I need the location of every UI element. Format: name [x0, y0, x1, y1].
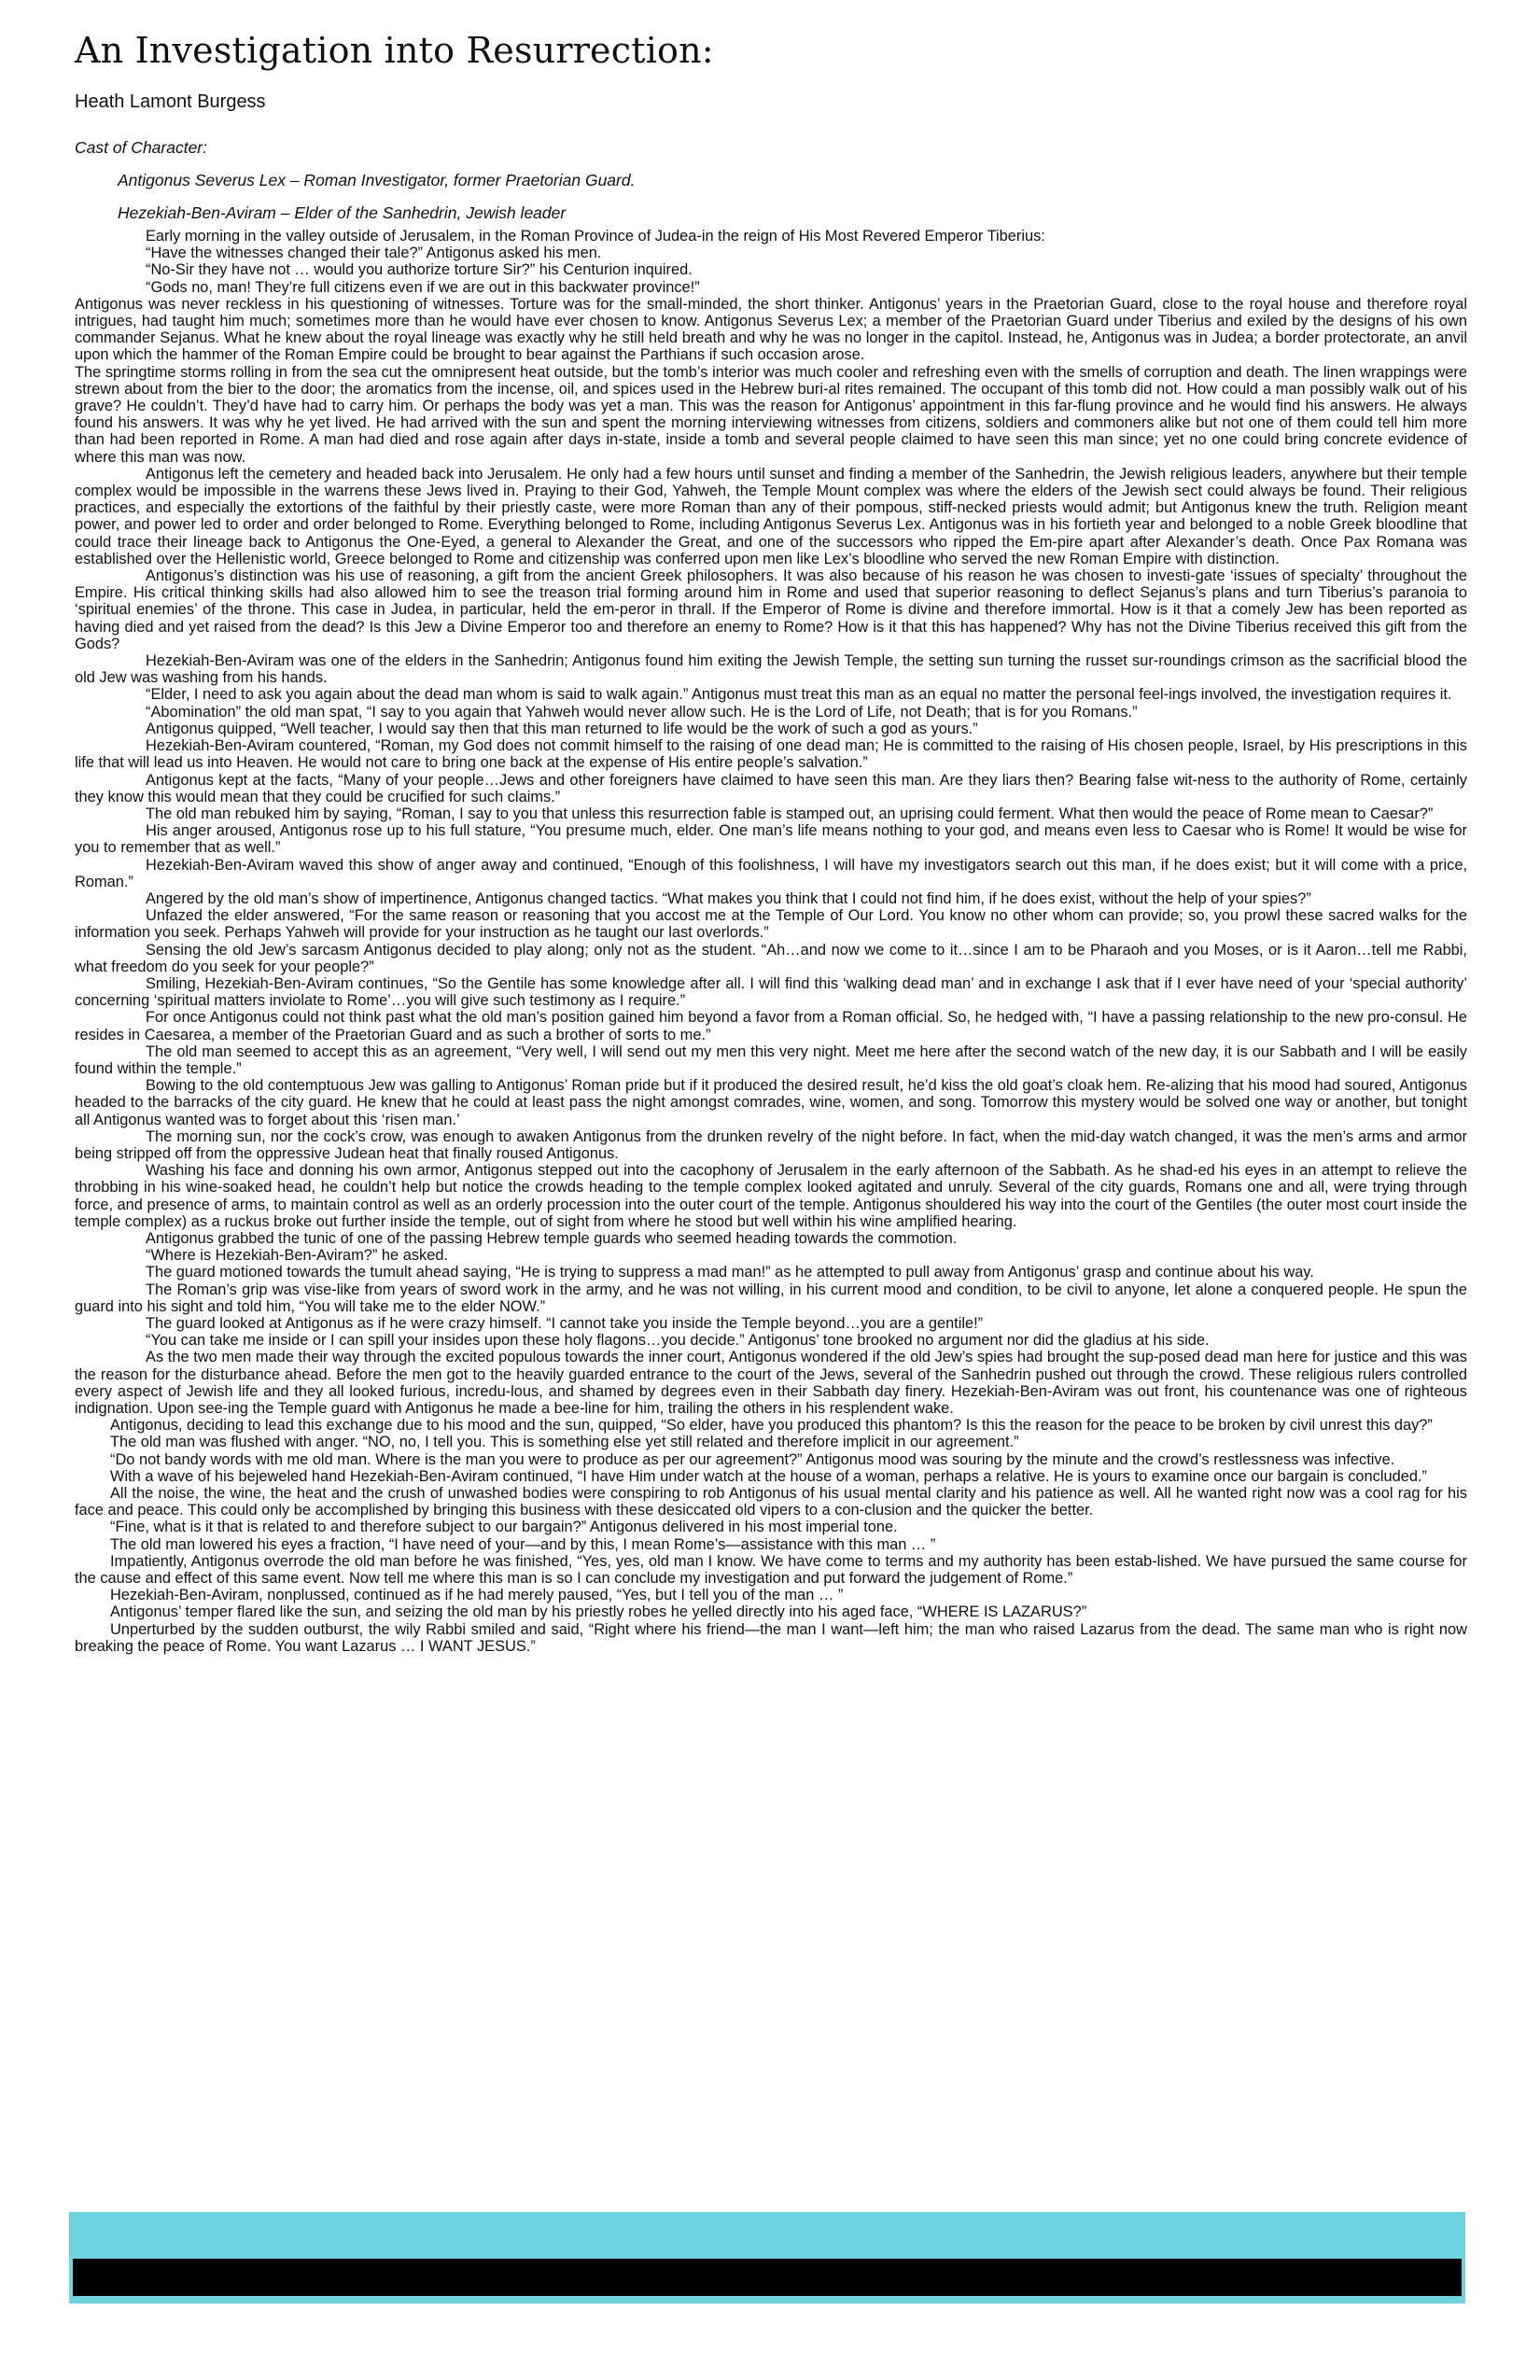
story-paragraph: Antigonus was never reckless in his questioning of witnesses. Torture was for the small-minded, the short thinker. Antigonus’ years in the Praetorian Guard, close to the royal house and therefore royal intrigues, had taught him much; sometimes more than he would have ever chosen to know. Antigonus Severus Lex; a member of the Praetorian Guard under Tiberius and exiled by the designs of his own commander Sejanus. What he knew about the royal lineage was exactly why he still held breath and why he was no longer in the capitol. Instead, he, Antigonus was in Judea; a border protectorate, an anvil upon which the hammer of the Roman Empire could be brought to bear against the Parthians if such occasion arose. — [75, 295, 1467, 364]
story-paragraph: The old man was flushed with anger. “NO, no, I tell you. This is something else yet still related and therefore implicit in our agreement.” — [110, 1434, 1019, 1451]
story-paragraph: “Do not bandy words with me old man. Where is the man you were to produce as per our agreement?” Antigonus mood was souring by the minute and the crowd’s restlessness was infective. — [110, 1450, 1395, 1468]
story-paragraph: Antigonus quipped, “Well teacher, I would say then that this man returned to life would be the work of such a god as yours.” — [146, 720, 978, 737]
story-paragraph: “Have the witnesses changed their tale?” Antigonus asked his men. — [146, 245, 602, 262]
story-paragraph: “Abomination” the old man spat, “I say to you again that Yahweh would never allow such. He is the Lord of Life, not Death; that is for you Romans.” — [146, 703, 1138, 721]
story-paragraph: Antigonus grabbed the tunic of one of the passing Hebrew temple guards who seemed heading towards the commotion. — [146, 1229, 958, 1247]
story-paragraph: Impatiently, Antigonus overrode the old man before he was finished, “Yes, yes, old man I know. We have come to terms and my authority has been estab-lished. We have pursued the same course for the cause and effect of this same event. Now tell me where this man is so I can conclude my investigation and put forward the judgement of Rome.” — [75, 1552, 1467, 1588]
footer-left-edge — [69, 2259, 73, 2303]
document-title: An Investigation into Resurrection: — [75, 30, 714, 71]
story-paragraph: All the noise, the wine, the heat and the crush of unwashed bodies were conspiring to rob Antigonus of his usual mental clarity and his patience as well. All he wanted right now was a cool rag for his face and peace. This could only be accomplished by bringing this business with these desiccated old vipers to a con-clusion and the quicker the better. — [75, 1485, 1467, 1519]
story-paragraph: “You can take me inside or I can spill your insides upon these holy flagons…you decide.” Antigonus’ tone brooked no argument nor did the gladius at his side. — [146, 1332, 1210, 1350]
footer-right-edge — [1462, 2259, 1465, 2303]
cast-item: Antigonus Severus Lex – Roman Investigator, former Praetorian Guard. — [118, 171, 636, 189]
story-paragraph: The morning sun, nor the cock’s crow, was enough to awaken Antigonus from the drunken revelry of the night before. In fact, when the mid-day watch changed, it was the men’s arms and armor being stripped off from the oppressive Judean heat that finally roused Antigonus. — [75, 1127, 1467, 1162]
story-paragraph: Antigonus kept at the facts, “Many of your people…Jews and other foreigners have claimed to have seen this man. Are they liars then? Bearing false wit-ness to the authority of Rome, certainly they know this would mean that they could be crucified for such claims.” — [75, 771, 1467, 805]
footer-cyan-band — [69, 2212, 1465, 2259]
story-paragraph: Antigonus left the cemetery and headed back into Jerusalem. He only had a few hours until sunset and finding a member of the Sanhedrin, the Jewish religious leaders, anywhere but their temple complex would be impossible in the warrens these Jews lived in. Praying to their God, Yahweh, the Temple Mount complex was where the elders of the Jewish sect could always be found. Their religious practices, and especially the extortions of the faithful by their priestly caste, were more Roman than any of their pompous, stiff-necked priests would admit; but Antigonus knew the truth. Religion meant power, and power led to order and order belonged to Rome. Everything belonged to Rome, including Antigonus Severus Lex. Antigonus was in his fortieth year and belonged to a noble Greek bloodline that could trace their lineage back to Antigonus the One-Eyed, a general to Alexander the Great, and one of the successors who ripped the Em-pire apart after Alexander’s death. Once Pax Romana was established over the Hellenistic world, Greece belonged to Rome and citizenship was conferred upon men like Lex’s bloodline who served the new Roman Empire with distinction. — [75, 465, 1467, 567]
author-name: Heath Lamont Burgess — [75, 91, 266, 112]
story-paragraph: “Where is Hezekiah-Ben-Aviram?” he asked. — [146, 1247, 448, 1265]
story-paragraph: Early morning in the valley outside of Jerusalem, in the Roman Province of Judea-in the reign of His Most Revered Emperor Tiberius: — [146, 228, 1045, 245]
story-body — [75, 228, 1467, 1655]
story-paragraph: Antigonus’s distinction was his use of reasoning, a gift from the ancient Greek philosophers. It was also because of his reason he was chosen to investi-gate ‘issues of specialty’ throughout the Empire. His critical thinking skills had also allowed him to see the treason trial forming around him in Rome and used that superior reasoning to deflect Sejanus’s plans and turn Tiberius’s paranoia to ‘spiritual enemies’ of the throne. This case in Judea, in particular, held the em-peror in thrall. If the Emperor of Rome is divine and therefore immortal. How is it that a comely Jew has been reported as having died and yet raised from the dead? Is this Jew a Divine Emperor too and therefore an enemy to Rome? How is it that this has happened? Why has not the Divine Tiberius received this gift from the Gods? — [75, 567, 1467, 652]
story-paragraph: The old man rebuked him by saying, “Roman, I say to you that unless this resurrection fable is stamped out, an uprising could ferment. What then would the peace of Rome mean to Caesar?” — [146, 805, 1434, 822]
story-paragraph: Antigonus, deciding to lead this exchange due to his mood and the sun, quipped, “So elder, have you produced this phantom? Is this the reason for the peace to be broken by civil unrest this day?” — [110, 1417, 1433, 1435]
story-paragraph: Sensing the old Jew’s sarcasm Antigonus decided to play along; only not as the student. “Ah…and now we come to it…since I am to be Pharaoh and you Moses, or is it Aaron…tell me Rabbi, what freedom do you seek for your people?” — [75, 941, 1467, 975]
cast-heading: Cast of Character: — [75, 138, 207, 157]
story-paragraph: Hezekiah-Ben-Aviram was one of the elders in the Sanhedrin; Antigonus found him exiting the Jewish Temple, the setting sun turning the russet sur-roundings crimson as the sacrificial blood the old Jew was washing from his hands. — [75, 652, 1467, 687]
cast-of-characters — [75, 138, 1475, 236]
story-paragraph: The old man seemed to accept this as an agreement, “Very well, I will send out my men this very night. Meet me here after the second watch of the new day, it is our Sabbath and I will be easily found within the temple.” — [75, 1043, 1467, 1077]
story-paragraph: Unfazed the elder answered, “For the same reason or reasoning that you accost me at the Temple of Our Lord. You know no other whom can provide; so, you prowl these sacred walks for the information you seek. Perhaps Yahweh will provide for your instruction as he taught our last overlords.” — [75, 907, 1467, 942]
story-paragraph: The Roman’s grip was vise-like from years of sword work in the army, and he was not willing, in his current mood and condition, to be civil to anyone, let alone a conquered people. He spun the guard into his sight and told him, “You will take me to the elder NOW.” — [75, 1281, 1467, 1315]
story-paragraph: Angered by the old man’s show of impertinence, Antigonus changed tactics. “What makes you think that I could not find him, if he does exist, without the help of your spies?” — [146, 889, 1311, 907]
story-paragraph: “Fine, what is it that is related to and therefore subject to our bargain?” Antigonus delivered in his most imperial tone. — [110, 1519, 898, 1536]
story-paragraph: Antigonus’ temper flared like the sun, and seizing the old man by his priestly robes he yelled directly into his aged face, “WHERE IS LAZARUS?” — [110, 1603, 1087, 1621]
story-paragraph: “Elder, I need to ask you again about the dead man whom is said to walk again.” Antigonus must treat this man as an equal no matter the personal feel-ings involved, the investigation requires it. — [146, 686, 1452, 704]
story-paragraph: For once Antigonus could not think past what the old man’s position gained him beyond a favor from a Roman official. So, he hedged with, “I have a passing relationship to the new pro-consul. He resides in Caesarea, a member of the Praetorian Guard and as such a brother of sorts to me.” — [75, 1009, 1467, 1043]
story-paragraph: Bowing to the old contemptuous Jew was galling to Antigonus’ Roman pride but if it produced the desired result, he’d kiss the old goat’s cloak hem. Re-alizing that his mood had soured, Antigonus headed to the barracks of the city guard. He knew that he could at least pass the night amongst comrades, wine, women, and song. Tomorrow this mystery would be solved one way or another, but tonight all Antigonus wanted was to forget about this ‘risen man.’ — [75, 1077, 1467, 1128]
story-paragraph: The springtime storms rolling in from the sea cut the omnipresent heat outside, but the tomb’s interior was much cooler and refreshing even with the smells of corruption and death. The linen wrappings were strewn about from the bier to the door; the aromatics from the incense, oil, and spices used in the Hebrew buri-al rites remained. The occupant of this tomb did not. How could a man possibly walk out of his grave? He couldn’t. They’d have had to carry him. Or perhaps the body was yet a man. This was the reason for Antigonus’ appointment in this far-flung province and he would find his answers. He always found his answers. It was why he yet lived. He had arrived with the sun and spent the morning interviewing witnesses from citizens, soldiers and commoners alike but not one of them could tell him more than had been reported in Rome. A man had died and rose again after days in-state, inside a tomb and several people claimed to have seen this man since; yet no one could bring concrete evidence of where this man was now. — [75, 363, 1467, 466]
story-paragraph: Hezekiah-Ben-Aviram countered, “Roman, my God does not commit himself to the raising of one dead man; He is committed to the raising of His chosen people, Israel, by His prescriptions in this life that will lead us into Heaven. He would not care to bring one back at the expense of His entire people’s salvation.” — [75, 737, 1467, 772]
story-paragraph: With a wave of his bejeweled hand Hezekiah-Ben-Aviram continued, “I have Him under watch at the house of a woman, perhaps a relative. He is yours to examine once our bargain is concluded.” — [110, 1467, 1427, 1485]
story-paragraph: Hezekiah-Ben-Aviram, nonplussed, continued as if he had merely paused, “Yes, but I tell you of the man … ” — [110, 1587, 844, 1604]
story-paragraph: Washing his face and donning his own armor, Antigonus stepped out into the cacophony of Jerusalem in the early afternoon of the Sabbath. As he shad-ed his eyes in an attempt to relieve the throbbing in his wine-soaked head, he couldn’t help but notice the crowds heading to the temple complex looked agitated and unruly. Several of the city guards, Romans one and all, were trying through force, and presence of arms, to maintain control as well as an orderly procession into the outer court of the temple. Antigonus shouldered his way into the court of the Gentiles (the outer most court inside the temple complex) as a ruckus broke out further inside the temple, out of sight from where he stood but well within his wine amplified hearing. — [75, 1162, 1467, 1230]
footer-cyan-edge — [69, 2296, 1465, 2303]
footer-black-bar — [69, 2259, 1465, 2296]
story-paragraph: The old man lowered his eyes a fraction, “I have need of your—and by this, I mean Rome’s—assistance with this man … ” — [110, 1535, 936, 1553]
story-paragraph: The guard motioned towards the tumult ahead saying, “He is trying to suppress a mad man!” as he attempted to pull away from Antigonus’ grasp and continue about his way. — [146, 1264, 1314, 1281]
cast-item: Hezekiah-Ben-Aviram – Elder of the Sanhedrin, Jewish leader — [118, 203, 567, 222]
story-paragraph: His anger aroused, Antigonus rose up to his full stature, “You presume much, elder. One man’s life means nothing to your god, and means even less to Caesar who is Rome! It would be wise for you to remember that as well.” — [75, 822, 1467, 857]
story-paragraph: Hezekiah-Ben-Aviram waved this show of anger away and continued, “Enough of this foolishness, I will have my investigators search out this man, if he does exist; but it will come with a price, Roman.” — [75, 856, 1467, 890]
story-paragraph: “Gods no, man! They’re full citizens even if we are out in this backwater province!” — [146, 278, 700, 296]
story-paragraph: As the two men made their way through the excited populous towards the inner court, Antigonus wondered if the old Jew’s spies had brought the sup-posed dead man here for justice and this was the reason for the disturbance ahead. Before the men got to the heavily guarded entrance to the court of the Jews, several of the Sanhedrin pushed out through the crowd. These religious rulers controlled every aspect of Jewish life and they all looked furious, incredu-lous, and shamed by degrees even in their Sabbath day finery. Hezekiah-Ben-Aviram was out front, his countenance was one of righteous indignation. Upon see-ing the Temple guard with Antigonus he made a bee-line for him, trailing the others in his resplendent wake. — [75, 1349, 1467, 1418]
story-paragraph: Unperturbed by the sudden outburst, the wily Rabbi smiled and said, “Right where his friend—the man I want—left him; the man who raised Lazarus from the dead. The same man who is right now breaking the peace of Rome. You want Lazarus … I WANT JESUS.” — [75, 1620, 1467, 1655]
story-paragraph: The guard looked at Antigonus as if he were crazy himself. “I cannot take you inside the Temple beyond…you are a gentile!” — [146, 1315, 984, 1332]
story-paragraph: “No-Sir they have not … would you authorize torture Sir?” his Centurion inquired. — [146, 261, 693, 279]
story-paragraph: Smiling, Hezekiah-Ben-Aviram continues, “So the Gentile has some knowledge after all. I will find this ‘walking dead man’ and in exchange I ask that if I ever have need of your ‘special authority’ concerning ‘spiritual matters inviolate to Rome’…you will give such testimony as I require.” — [75, 974, 1467, 1010]
